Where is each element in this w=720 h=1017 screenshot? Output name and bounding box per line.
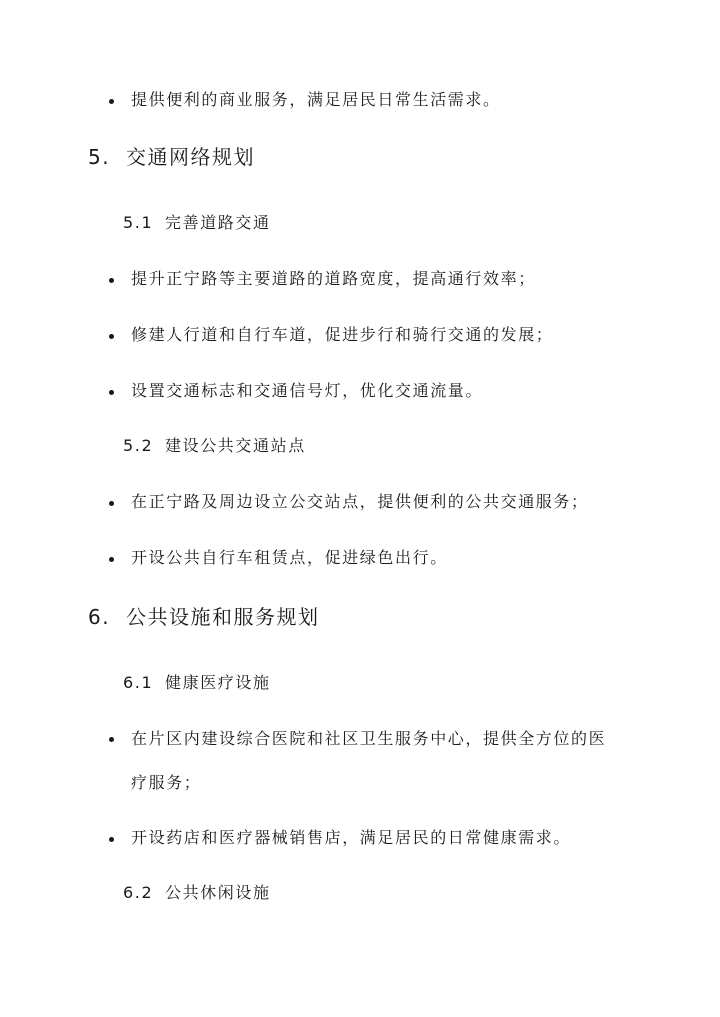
bullet-icon <box>109 557 114 562</box>
list-item-text: 开设公共自行车租赁点，促进绿色出行。 <box>131 548 448 567</box>
subsection-heading-6-2 <box>123 878 271 908</box>
list-item-text: 开设药店和医疗器械销售店，满足居民的日常健康需求。 <box>131 828 572 847</box>
subsection-title: 建设公共交通站点 <box>165 436 306 455</box>
subsection-heading-6-1 <box>123 668 271 698</box>
subsection-number: 6.1 <box>123 673 154 692</box>
subsection-title: 健康医疗设施 <box>165 673 271 692</box>
list-item-text: 修建人行道和自行车道，促进步行和骑行交通的发展； <box>131 325 554 344</box>
bullet-icon <box>109 837 114 842</box>
list-item-text: 提供便利的商业服务，满足居民日常生活需求。 <box>131 90 501 109</box>
bullet-icon <box>109 501 114 506</box>
section-number: 5. <box>88 145 111 169</box>
bullet-icon <box>109 737 114 742</box>
list-item-text: 在正宁路及周边设立公交站点，提供便利的公共交通服务； <box>131 492 589 511</box>
list-item-text: 在片区内建设综合医院和社区卫生服务中心，提供全方位的医疗服务； <box>131 729 607 792</box>
list-item-text: 设置交通标志和交通信号灯，优化交通流量。 <box>131 381 484 400</box>
subsection-title: 完善道路交通 <box>165 213 271 232</box>
subsection-number: 5.1 <box>123 213 154 232</box>
section-title: 交通网络规划 <box>126 145 255 169</box>
section-heading-5 <box>88 142 255 172</box>
subsection-number: 5.2 <box>123 436 154 455</box>
section-title: 公共设施和服务规划 <box>126 605 320 629</box>
section-heading-6 <box>88 602 320 632</box>
bullet-icon <box>109 334 114 339</box>
bullet-icon <box>109 278 114 283</box>
subsection-title: 公共休闲设施 <box>165 883 271 902</box>
bullet-icon <box>109 390 114 395</box>
subsection-number: 6.2 <box>123 883 154 902</box>
bullet-icon <box>109 99 114 104</box>
subsection-heading-5-1 <box>123 208 271 238</box>
list-item-text: 提升正宁路等主要道路的道路宽度，提高通行效率； <box>131 269 536 288</box>
subsection-heading-5-2 <box>123 431 306 461</box>
section-number: 6. <box>88 605 111 629</box>
